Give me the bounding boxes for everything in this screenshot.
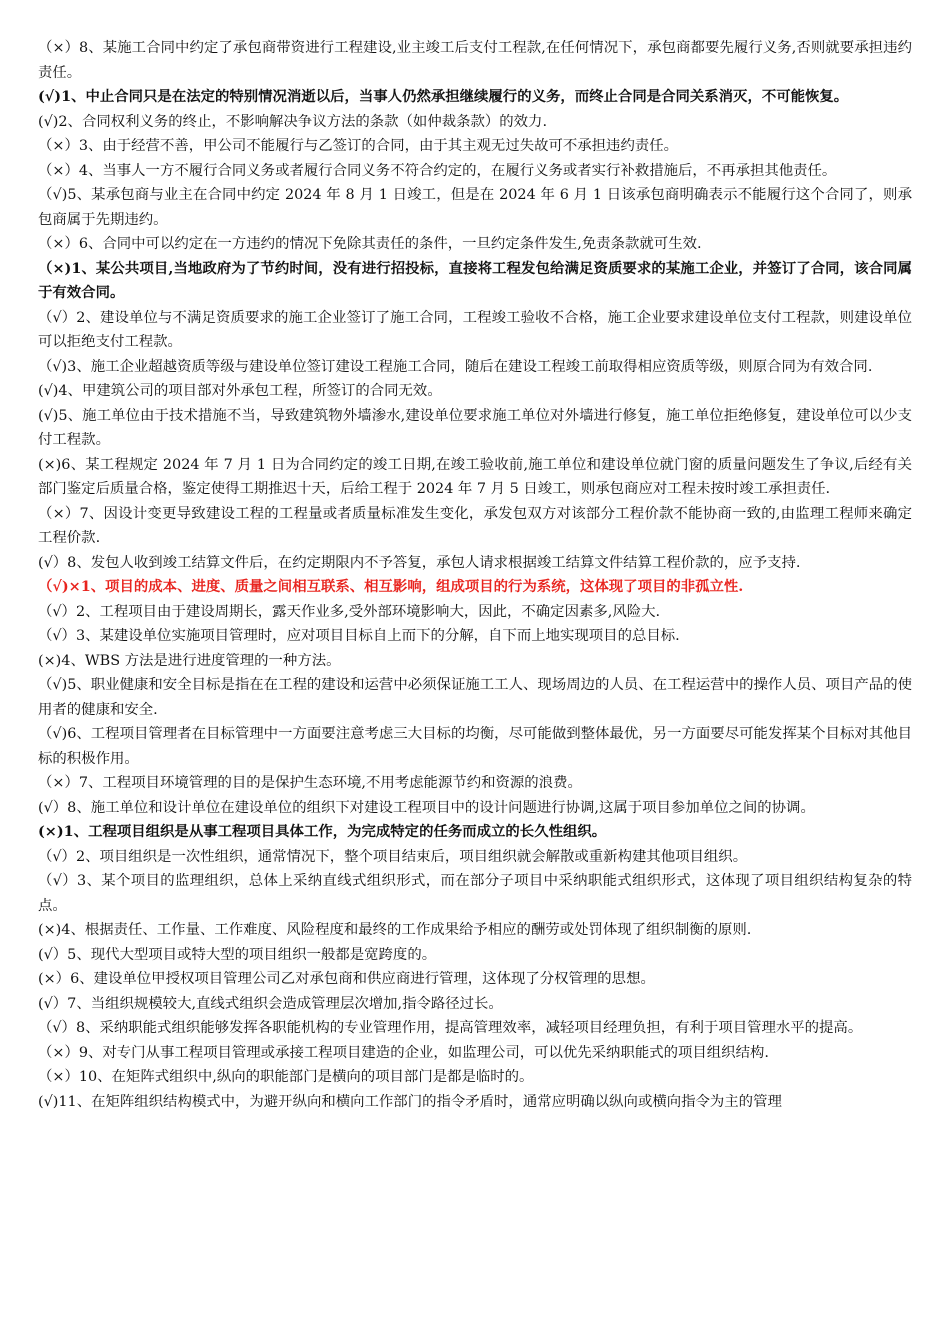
true-false-item: (√)2、合同权利义务的终止，不影响解决争议方法的条款（如仲裁条款）的效力. <box>38 113 548 130</box>
true-false-item: (√）5、现代大型项目或特大型的项目组织一般都是宽跨度的。 <box>38 946 437 963</box>
true-false-item: (×)4、WBS 方法是进行进度管理的一种方法。 <box>38 652 341 669</box>
true-false-item: （√)5、职业健康和安全目标是指在在工程的建设和运营中必须保证施工工人、现场周边的人员、在工程运营中的操作人员、项目产品的使用者的健康和安全. <box>38 677 912 718</box>
true-false-item: （×）8、某施工合同中约定了承包商带资进行工程建设,业主竣工后支付工程款,在任何情况下，承包商都要先履行义务,否则就要承担违约责任。 <box>38 40 912 81</box>
true-false-item: (√)4、甲建筑公司的项目部对外承包工程，所签订的合同无效。 <box>38 383 442 399</box>
question-list <box>38 36 912 1114</box>
true-false-item: (√）8、施工单位和设计单位在建设单位的组织下对建设工程项目中的设计问题进行协调,这属于项目参加单位之间的协调。 <box>38 799 815 816</box>
true-false-item: （√)5、某承包商与业主在合同中约定 2024 年 8 月 1 日竣工，但是在 2024 年 6 月 1 日该承包商明确表示不能履行这个合同了，则承包商属于先期违约。 <box>38 187 912 228</box>
true-false-item: (√)1、中止合同只是在法定的特别情况消逝以后，当事人仍然承担继续履行的义务，而终止合同是合同关系消灭，不可能恢复。 <box>38 88 849 105</box>
true-false-item: (×）6、建设单位甲授权项目管理公司乙对承包商和供应商进行管理，这体现了分权管理的思想。 <box>38 971 655 987</box>
true-false-item: （√）8、采纳职能式组织能够发挥各职能机构的专业管理作用，提高管理效率，减轻项目经理负担，有利于项目管理水平的提高。 <box>38 1020 863 1036</box>
true-false-item: （√)3、施工企业超越资质等级与建设单位签订建设工程施工合同，随后在建设工程竣工前取得相应资质等级，则原合同为有效合同. <box>38 358 873 375</box>
true-false-item: (√）8、发包人收到竣工结算文件后，在约定期限内不予答复，承包人请求根据竣工结算文件结算工程价款的，应予支持. <box>38 554 801 571</box>
true-false-item: （√）2、工程项目由于建设周期长，露天作业多,受外部环境影响大，因此，不确定因素多,风险大. <box>38 603 661 620</box>
true-false-item: （√)6、工程项目管理者在目标管理中一方面要注意考虑三大目标的均衡，尽可能做到整体最优，另一方面要尽可能发挥某个目标对其他目标的积极作用。 <box>38 726 912 767</box>
true-false-item: （√)×1、项目的成本、进度、质量之间相互联系、相互影响，组成项目的行为系统，这体现了项目的非孤立性. <box>38 578 744 595</box>
true-false-item: （×)1、某公共项目,当地政府为了节约时间，没有进行招投标，直接将工程发包给满足资质要求的某施工企业，并签订了合同，该合同属于有效合同。 <box>38 259 912 301</box>
true-false-item: （×）4、当事人一方不履行合同义务或者履行合同义务不符合约定的，在履行义务或者实行补救措施后，不再承担其他责任。 <box>38 162 837 179</box>
true-false-item: （×）3、由于经营不善，甲公司不能履行与乙签订的合同，由于其主观无过失故可不承担违约责任。 <box>38 138 679 154</box>
true-false-item: (√)11、在矩阵组织结构模式中，为避开纵向和横向工作部门的指令矛盾时，通常应明确以纵向或横向指令为主的管理 <box>38 1093 782 1110</box>
true-false-item: （√）2、项目组织是一次性组织，通常情况下，整个项目结束后，项目组织就会解散或重新构建其他项目组织。 <box>38 848 748 865</box>
true-false-item: (×)1、工程项目组织是从事工程项目具体工作，为完成特定的任务而成立的长久性组织。 <box>38 823 607 840</box>
true-false-item: (×)6、某工程规定 2024 年 7 月 1 日为合同约定的竣工日期,在竣工验收前,施工单位和建设单位就门窗的质量问题发生了争议,后经有关部门鉴定后质量合格，鉴定使得工期推迟十天，后给工程于 2024 年 7 月 5 日竣工，则承包商应对工程未按时竣工承担责任. <box>38 456 912 497</box>
true-false-item: （√）3、某个项目的监理组织，总体上采纳直线式组织形式，而在部分子项目中采纳职能式组织形式，这体现了项目组织结构复杂的特点。 <box>38 873 912 914</box>
true-false-item: （×）7、工程项目环境管理的目的是保护生态环境,不用考虑能源节约和资源的浪费。 <box>38 775 582 791</box>
true-false-item: (×)4、根据责任、工作量、工作难度、风险程度和最终的工作成果给予相应的酬劳或处罚体现了组织制衡的原则. <box>38 922 752 938</box>
true-false-item: （×）9、对专门从事工程项目管理或承接工程项目建造的企业，如监理公司，可以优先采纳职能式的项目组织结构. <box>38 1044 769 1061</box>
true-false-item: （√）3、某建设单位实施项目管理时，应对项目目标自上而下的分解，自下而上地实现项目的总目标. <box>38 628 680 644</box>
true-false-item: （√）2、建设单位与不满足资质要求的施工企业签订了施工合同，工程竣工验收不合格，施工企业要求建设单位支付工程款，则建设单位可以拒绝支付工程款。 <box>38 309 912 350</box>
true-false-item: （×）6、合同中可以约定在一方违约的情况下免除其责任的条件，一旦约定条件发生,免责条款就可生效. <box>38 236 702 252</box>
true-false-item: (√）7、当组织规模较大,直线式组织会造成管理层次增加,指令路径过长。 <box>38 995 503 1012</box>
true-false-item: （×）7、因设计变更导致建设工程的工程量或者质量标准发生变化，承发包双方对该部分工程价款不能协商一致的,由监理工程师来确定工程价款. <box>38 505 912 546</box>
true-false-item: (√)5、施工单位由于技术措施不当，导致建筑物外墙渗水,建设单位要求施工单位对外墙进行修复，施工单位拒绝修复，建设单位可以少支付工程款。 <box>38 407 912 448</box>
true-false-item: （×）10、在矩阵式组织中,纵向的职能部门是横向的项目部门是都是临时的。 <box>38 1069 534 1085</box>
